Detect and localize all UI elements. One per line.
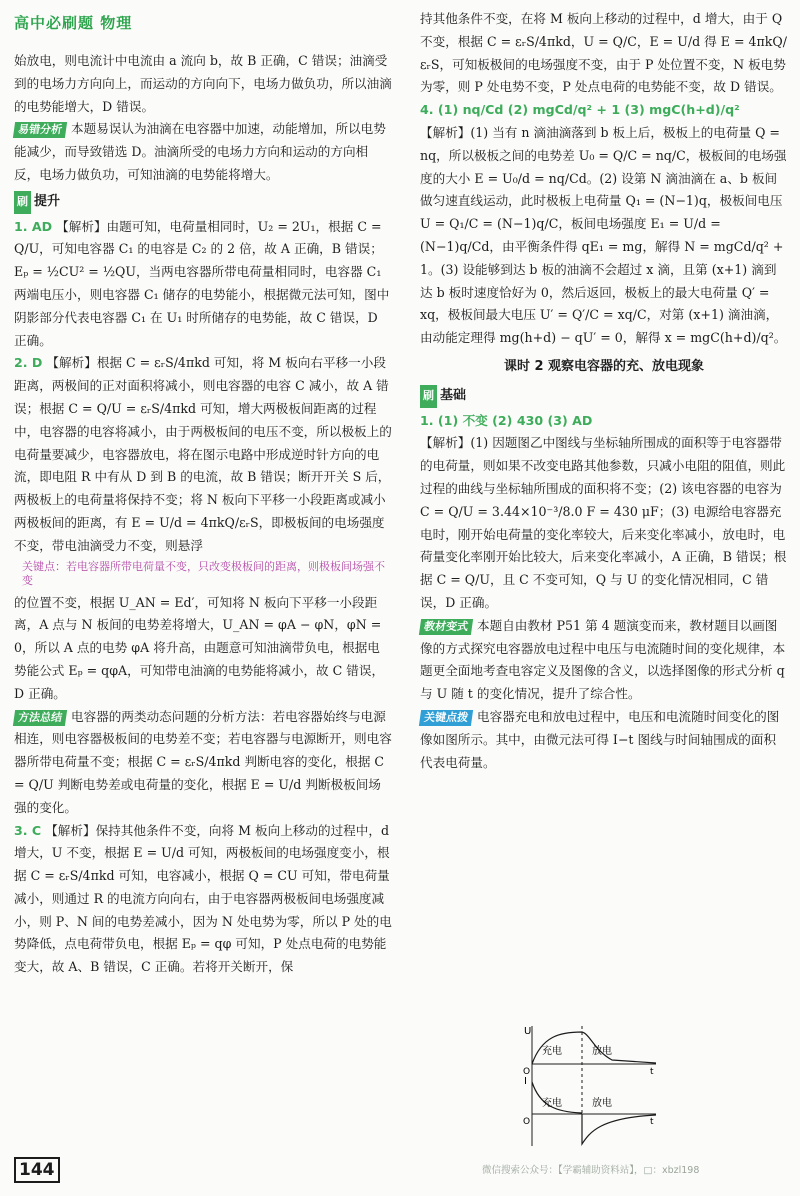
question-2-continued: 的位置不变，根据 U_AN = Ed′，可知将 N 板向下平移一小段距离，A 点与 N 板间的电势差将增大，U_AN = φA − φN，φN = 0，所以 A 点的电势 φA 将升高，由题意可知油滴带负电，根据电势能公式 Eₚ = qφA，可知带电油滴的电势能将减小，故 C 错误，D 正确。 (14, 594, 385, 701)
yicuo-block (14, 118, 392, 186)
section-heading-jichu (420, 385, 788, 408)
question-3-continued: 持其他条件不变，在将 M 板向上移动的过程中，d 增大，由于 Q 不变，根据 C = εᵣS/4πkd，U = Q/C，E = U/d 得 E = 4πkQ/εᵣS，可知板极间的电场强度不变，由于 P 处位置不变，N 板电势为零，则 P 处电势不变，P 处点电荷的电势能不变，故 D 错误。 (420, 11, 787, 95)
watermark-text: 微信搜索公众号：【学霸辅助资料站】，□：xbzl198 (482, 1165, 700, 1176)
right-column (420, 8, 788, 774)
question-2-answer: 2. D (14, 355, 43, 371)
jiaocai-text: 本题自由教材 P51 第 4 题演变而来，教材题目以画图像的方式探究电容器放电过程中电压与电流随时间的变化规律，本题更全面地考查电容定义及图像的含义，以选择图像的形式分析 q 与 U 随 t 的变化情况，提升了综合性。 (420, 617, 786, 702)
origin-label-i: O (523, 1117, 531, 1127)
guanjian-block (420, 706, 788, 774)
jiaocai-tag: 教材变式 (419, 619, 473, 635)
i-discharge-curve (582, 1114, 656, 1144)
question-2 (14, 352, 392, 557)
discharge-label-u: 放电 (592, 1046, 612, 1057)
u-axis-label: U (524, 1026, 532, 1037)
continuation-paragraph: 始放电，则电流计中电流由 a 流向 b，故 B 正确，C 错误；油滴受到的电场力方向向上，而运动的方向向下，电场力做负功，所以油滴的电势能增大，D 错误。 (14, 53, 392, 114)
charge-discharge-graph (520, 1022, 660, 1150)
question-3-text: 【解析】保持其他条件不变，向将 M 板向上移动的过程中，d 增大，U 不变，根据 E = U/d 可知，两极板间的电场强度变小，根据 C = εᵣS/4πkd 可知，电容减小，根据 Q = CU 可知，带电荷量减小，则通过 R 的电流方向向右，由于电容器两极板间电场强度减小，则 P、N 间的电势差减小，因为 N 处电势为零，所以 P 处的电势降低，点电荷带负电，根据 Eₚ = qφ 可知，P 处点电荷的电势能变大，故 A、B 错误，C 正确。若将开关断开，保 (14, 822, 392, 975)
section-title: 提升 (34, 193, 61, 209)
page-number: 144 (14, 1157, 60, 1183)
jiaocai-block (420, 615, 788, 706)
question-4 (420, 99, 788, 350)
fangfa-text: 电容器的两类动态问题的分析方法：若电容器始终与电源相连，则电容器极板间的电势差不变；若电容器与电源断开，则电容器所带电荷量不变；根据 C = εᵣS/4πkd 判断电容的变化，根据 C = Q/U 判断电势差或电荷量的变化，根据 E = U/d 判断极板间场强的变化。 (14, 708, 392, 815)
fangfa-block (14, 706, 392, 820)
guanjian-text: 电容器充电和放电过程中，电压和电流随时间变化的图像如图所示。其中，由微元法可得 I−t 图线与时间轴围成的面积代表电荷量。 (420, 708, 780, 770)
section-mark-2: 刷 (420, 385, 437, 408)
question-1-text: 【解析】由题可知，电荷量相同时，U₂ = 2U₁，根据 C = Q/U，可知电容器 C₁ 的电容是 C₂ 的 2 倍，故 A 正确，B 错误；Eₚ = ½CU² = ½QU，当两电容器所带电荷量相同时，电容器 C₁ 两端电压小，则电容器 C₁ 储存的电势能小，根据微元法可知，图中阴影部分代表电容器 C₁ 在 U₁ 时所储存的电势能，故 C 错误，D 正确。 (14, 218, 390, 348)
origin-label-u: O (523, 1067, 531, 1077)
yicuo-text: 本题易误认为油滴在电容器中加速，动能增加，所以电势能减少，而导致错选 D。油滴所受的电场力方向和运动的方向相反，电场力做负功，可知油滴的电势能将增大。 (14, 121, 386, 182)
section-mark: 刷 (14, 191, 31, 214)
question-1 (14, 216, 392, 353)
question-3 (14, 820, 392, 980)
lesson-title: 课时 2 观察电容器的充、放电现象 (503, 358, 705, 374)
discharge-label-i: 放电 (592, 1098, 612, 1109)
question-4-answer: 4. (1) nq/Cd (2) mgCd/q² + 1 (3) mgC(h+d)/q² (420, 102, 740, 118)
section-heading-tisheng (14, 191, 392, 214)
question-4-text: 【解析】(1) 当有 n 滴油滴落到 b 板上后，极板上的电荷量 Q = nq，所以极板之间的电势差 U₀ = Q/C = nq/C，极板间的电场强度的大小 E = U₀/d = nq/Cd。(2) 设第 N 滴油滴在 a、b 板间做匀速直线运动，此时极板上电荷量 Q₁ = (N−1)q，极板间电压 U = Q₁/C = (N−1)q/C，板间电场强度 E₁ = U/d = (N−1)q/Cd，由平衡条件得 qE₁ = mg，解得 N = mgCd/q² + 1。(3) 设能够到达 b 板的油滴不会超过 x 滴，且第 (x+1) 滴到达 b 板时速度恰好为 0，然后返回，极板上的最大电荷量 Q′ = xq，极板间最大电压 U′ = Q′/C = xq/C，对第 (x+1) 滴油滴，由动能定理得 mg(h+d) − qU′ = 0，解得 x = mgC(h+d)/q²。 (420, 124, 787, 346)
basic-question-1-answer: 1. (1) 不变 (2) 430 (3) AD (420, 412, 593, 428)
fangfa-tag: 方法总结 (13, 710, 67, 726)
charge-label-i: 充电 (542, 1098, 562, 1109)
basic-question-1-text: 【解析】(1) 因题图乙中图线与坐标轴所围成的面积等于电容器带的电荷量，则如果不改变电路其他参数，只减小电阻的阻值，则此过程的曲线与坐标轴所围成的面积将不变；(2) 该电容器的电容为 C = Q/U = 3.44×10⁻³/8.0 F = 430 μF；(3) 电源给电容器充电时，刚开始电荷量的变化率较大，后来变化率减小，放电时，电荷量变化率刚开始比较大，后来变化率减小，A 正确，B 错误；根据 C = Q/U，且 C 不变可知，Q 与 U 的变化情况相同，C 错误，D 正确。 (420, 435, 787, 610)
section-title-2: 基础 (440, 387, 467, 403)
basic-question-1 (420, 410, 788, 615)
page-header-title: 高中必刷题 物理 (14, 14, 133, 32)
i-axis-label: I (524, 1076, 527, 1087)
question-3-answer: 3. C (14, 822, 42, 838)
key-point-note: 关键点：若电容器所带电荷量不变，只改变极板间的距离，则极板间场强不变 (22, 559, 385, 587)
yicuo-tag: 易错分析 (13, 122, 67, 138)
question-2-text: 【解析】根据 C = εᵣS/4πkd 可知，将 M 板向右平移一小段距离，两极间的正对面积将减小，则电容器的电容 C 减小，故 A 错误；根据 C = Q/U = εᵣS/4πkd 可知，增大两极板间距离的过程中，电容器的电容将减小，由于两极板间的电压不变，所以极板上的电荷量要减少，电容器放电，将在图示电路中形成逆时针方向的电流，即电阻 R 中有从 D 到 B 的电流，故 B 错误；断开开关 S 后，两极板上的电荷量将保持不变；将 N 板向下平移一小段距离或减小两极板间的距离，有 E = U/d = 4πkQ/εᵣS，即极板间的电场强度不变，带电油滴受力不变，则悬浮 (14, 355, 392, 553)
t-label-i: t (650, 1117, 654, 1127)
t-label-u: t (650, 1067, 654, 1077)
charge-label-u: 充电 (542, 1046, 562, 1057)
left-column (14, 50, 392, 979)
guanjian-tag: 关键点拨 (419, 710, 473, 726)
question-1-answer: 1. AD (14, 218, 53, 234)
